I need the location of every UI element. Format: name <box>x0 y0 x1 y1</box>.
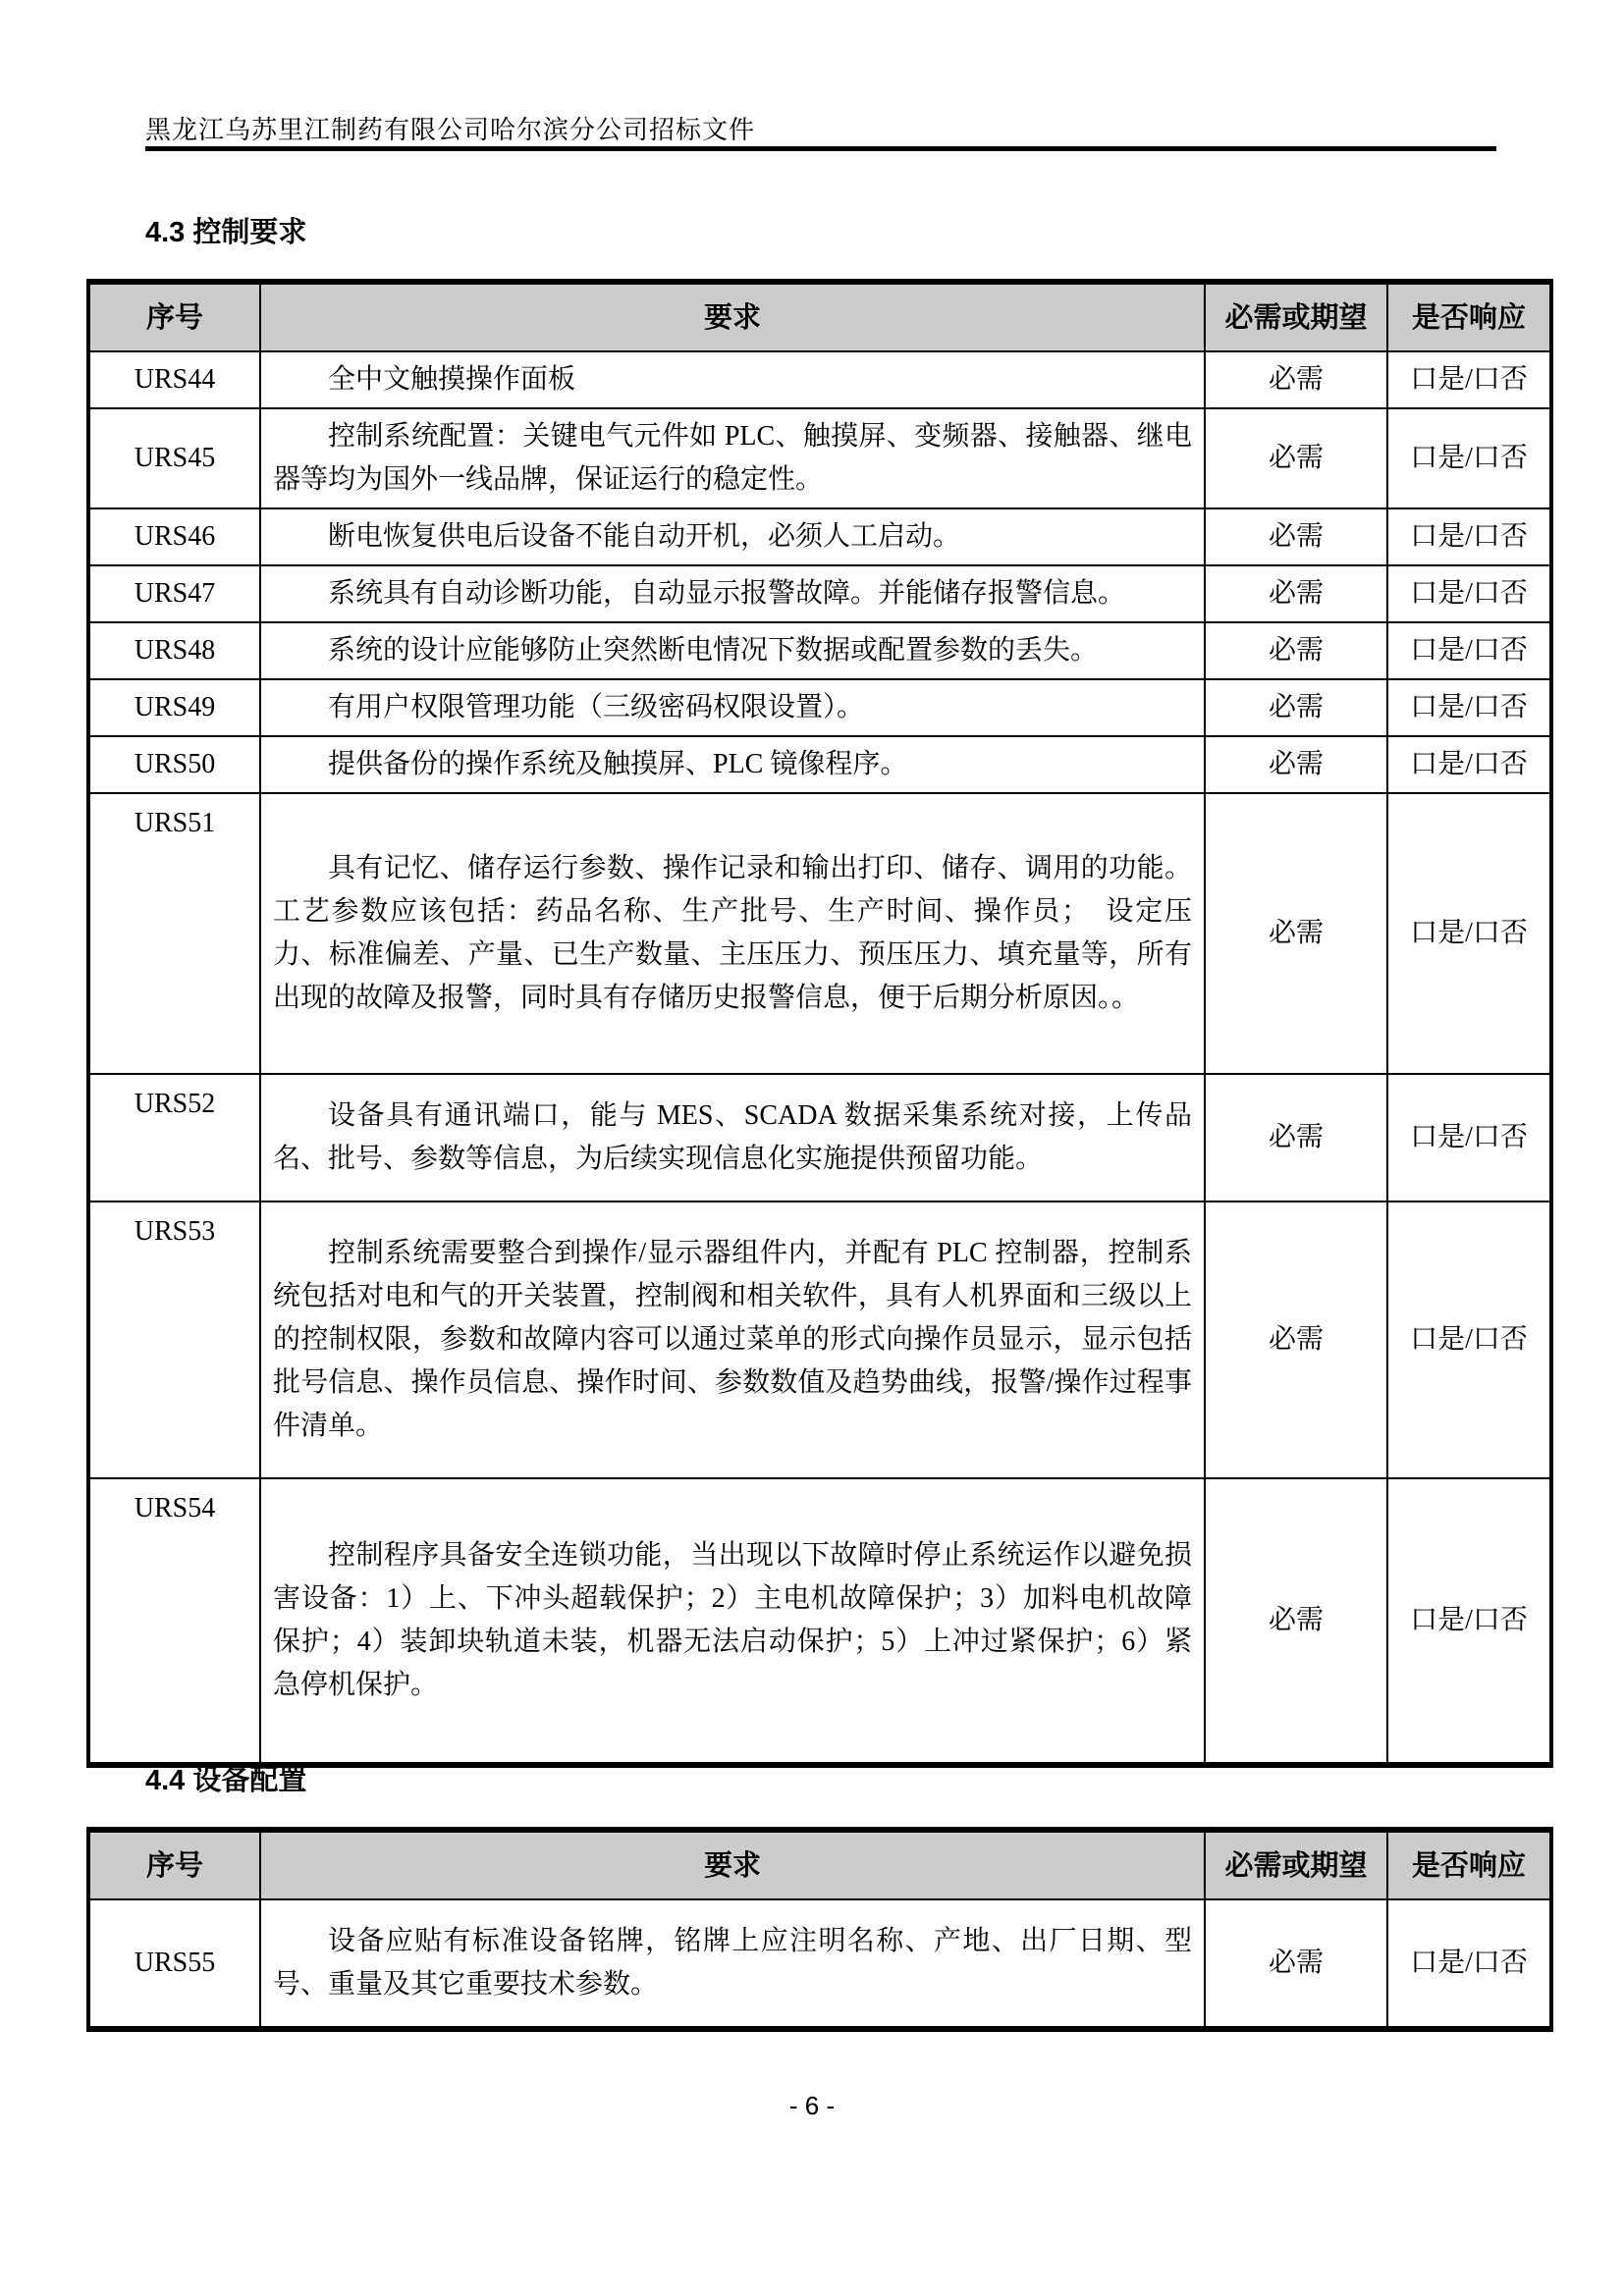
table-row <box>90 678 1549 735</box>
requirement-text: 设备具有通讯端口，能与 MES、SCADA 数据采集系统对接，上传品名、批号、参数等信息，为后续实现信息化实施提供预留功能。 <box>273 1100 1192 1174</box>
row-id-cell <box>90 1479 259 1762</box>
requirement-cell <box>259 794 1204 1073</box>
response-cell: 口是/口否 <box>1386 409 1549 507</box>
requirement-text: 断电恢复供电后设备不能自动开机，必须人工启动。 <box>328 521 961 552</box>
col-header-requirement: 要求 <box>259 1833 1204 1898</box>
need-cell: 必需 <box>1204 737 1386 792</box>
table-row <box>90 507 1549 564</box>
col-header-response: 是否响应 <box>1386 285 1549 350</box>
row-id: URS54 <box>134 1493 216 1523</box>
need-cell: 必需 <box>1204 1900 1386 2026</box>
row-id: URS55 <box>134 1948 216 1978</box>
need-cell: 必需 <box>1204 566 1386 621</box>
table-row <box>90 564 1549 621</box>
control-requirements-table <box>86 279 1553 1768</box>
col-header-seq: 序号 <box>145 301 203 334</box>
response-cell: 口是/口否 <box>1386 1900 1549 2026</box>
table-row <box>90 1477 1549 1762</box>
requirement-cell <box>259 623 1204 678</box>
col-header-seq: 序号 <box>145 1849 203 1882</box>
row-id-cell <box>90 409 259 507</box>
section-title-4-3: 4.3 控制要求 <box>145 217 307 248</box>
need-cell: 必需 <box>1204 680 1386 735</box>
need-cell: 必需 <box>1204 623 1386 678</box>
need-cell: 必需 <box>1204 1479 1386 1762</box>
response-cell: 口是/口否 <box>1386 1479 1549 1762</box>
requirement-cell <box>259 352 1204 407</box>
row-id: URS45 <box>134 443 216 473</box>
response-cell: 口是/口否 <box>1386 1075 1549 1201</box>
row-id-cell <box>90 623 259 678</box>
requirement-text: 控制程序具备安全连锁功能，当出现以下故障时停止系统运作以避免损害设备：1）上、下冲头超载保护；2）主电机故障保护；3）加料电机故障保护；4）装卸块轨道未装，机器无法启动保护；5）上冲过紧保护；6）紧急停机保护。 <box>273 1540 1192 1700</box>
requirement-text: 设备应贴有标准设备铭牌，铭牌上应注明名称、产地、出厂日期、型号、重量及其它重要技术参数。 <box>273 1926 1192 2000</box>
response-cell: 口是/口否 <box>1386 623 1549 678</box>
table-row <box>90 735 1549 792</box>
requirement-cell <box>259 1479 1204 1762</box>
requirement-text: 控制系统配置：关键电气元件如 PLC、触摸屏、变频器、接触器、继电器等均为国外一线品牌，保证运行的稳定性。 <box>273 421 1192 495</box>
response-cell: 口是/口否 <box>1386 566 1549 621</box>
document-header-title: 黑龙江乌苏里江制药有限公司哈尔滨分公司招标文件 <box>145 116 756 144</box>
requirement-text: 具有记忆、储存运行参数、操作记录和输出打印、储存、调用的功能。工艺参数应该包括：药品名称、生产批号、生产时间、操作员； 设定压力、标准偏差、产量、已生产数量、主压压力、预压压力、填充量等，所有出现的故障及报警，同时具有存储历史报警信息，便于后期分析原因。。 <box>273 853 1192 1013</box>
row-id: URS53 <box>134 1216 216 1247</box>
row-id-cell <box>90 680 259 735</box>
row-id: URS51 <box>134 808 216 838</box>
response-cell: 口是/口否 <box>1386 1202 1549 1477</box>
requirement-cell <box>259 509 1204 564</box>
header-rule <box>145 146 1496 151</box>
row-id-cell <box>90 794 259 1073</box>
row-id: URS48 <box>134 635 216 666</box>
row-id-cell <box>90 1202 259 1477</box>
section-title-4-4: 4.4 设备配置 <box>145 1765 307 1796</box>
row-id-cell <box>90 1075 259 1201</box>
table-row <box>90 792 1549 1073</box>
requirement-text: 控制系统需要整合到操作/显示器组件内，并配有 PLC 控制器，控制系统包括对电和气的开关装置，控制阀和相关软件，具有人机界面和三级以上的控制权限，参数和故障内容可以通过菜单的形式向操作员显示，显示包括批号信息、操作员信息、操作时间、参数数值及趋势曲线，报警/操作过程事件清单。 <box>273 1238 1192 1441</box>
table-row <box>90 350 1549 407</box>
col-header-need: 必需或期望 <box>1204 1833 1386 1898</box>
table-header-row <box>90 1833 1549 1898</box>
requirement-text: 提供备份的操作系统及触摸屏、PLC 镜像程序。 <box>328 749 908 779</box>
requirement-cell <box>259 409 1204 507</box>
need-cell: 必需 <box>1204 509 1386 564</box>
row-id-cell <box>90 566 259 621</box>
row-id: URS52 <box>134 1089 216 1119</box>
page-number: - 6 - <box>788 2091 836 2120</box>
requirement-cell <box>259 1202 1204 1477</box>
equipment-config-table <box>86 1827 1553 2032</box>
requirement-cell <box>259 1075 1204 1201</box>
need-cell: 必需 <box>1204 352 1386 407</box>
row-id-cell <box>90 737 259 792</box>
table-row <box>90 621 1549 678</box>
requirement-cell <box>259 680 1204 735</box>
need-cell: 必需 <box>1204 794 1386 1073</box>
requirement-cell <box>259 1900 1204 2026</box>
col-header-need: 必需或期望 <box>1204 285 1386 350</box>
table-row <box>90 1073 1549 1201</box>
requirement-text: 系统的设计应能够防止突然断电情况下数据或配置参数的丢失。 <box>328 635 1099 666</box>
response-cell: 口是/口否 <box>1386 680 1549 735</box>
requirement-cell <box>259 566 1204 621</box>
table-header-row <box>90 285 1549 350</box>
row-id: URS50 <box>134 749 216 779</box>
need-cell: 必需 <box>1204 1202 1386 1477</box>
row-id-cell <box>90 352 259 407</box>
col-header-requirement: 要求 <box>259 285 1204 350</box>
response-cell: 口是/口否 <box>1386 509 1549 564</box>
need-cell: 必需 <box>1204 409 1386 507</box>
requirement-text: 系统具有自动诊断功能，自动显示报警故障。并能储存报警信息。 <box>328 578 1126 609</box>
row-id-cell <box>90 1900 259 2026</box>
table-row <box>90 407 1549 507</box>
need-cell: 必需 <box>1204 1075 1386 1201</box>
table-row <box>90 1201 1549 1477</box>
row-id: URS46 <box>134 521 216 552</box>
requirement-cell <box>259 737 1204 792</box>
table-row <box>90 1898 1549 2026</box>
col-header-response: 是否响应 <box>1386 1833 1549 1898</box>
requirement-text: 有用户权限管理功能（三级密码权限设置）。 <box>328 692 865 722</box>
requirement-text: 全中文触摸操作面板 <box>328 364 576 395</box>
response-cell: 口是/口否 <box>1386 794 1549 1073</box>
row-id: URS49 <box>134 692 216 722</box>
row-id-cell <box>90 509 259 564</box>
response-cell: 口是/口否 <box>1386 352 1549 407</box>
response-cell: 口是/口否 <box>1386 737 1549 792</box>
row-id: URS44 <box>134 364 216 395</box>
row-id: URS47 <box>134 578 216 609</box>
